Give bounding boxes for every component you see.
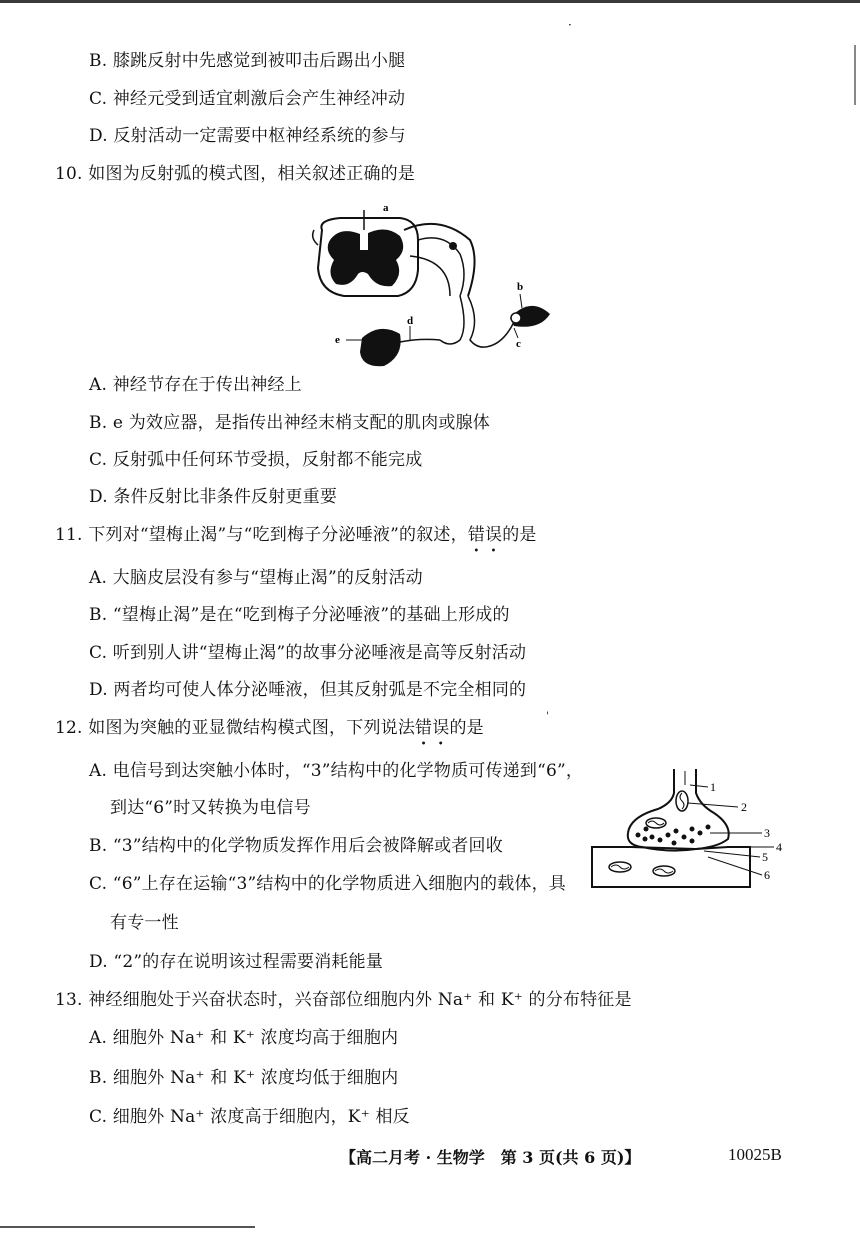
q11-stem [55,524,537,546]
q11-stem-text: 11. 下列对“望梅止渴”与“吃到梅子分泌唾液”的叙述， [55,525,468,545]
q11-emphasis-2: 误 [485,525,503,545]
q10-stem: 10. 如图为反射弧的模式图，相关叙述正确的是 [55,164,416,184]
q13-option-c: C. 细胞外 Na⁺ 浓度高于细胞内，K⁺ 相反 [89,1107,410,1127]
q11-option-a: A. 大脑皮层没有参与“望梅止渴”的反射活动 [89,568,423,588]
scan-border-right [854,45,856,105]
fig12-label-5: 5 [762,850,768,864]
q12-stem [55,717,484,739]
q12-option-b: B. “3”结构中的化学物质发挥作用后会被降解或者回收 [89,836,503,856]
page-footer-title: 【高二月考 · 生物学 第 3 页(共 6 页)】 [340,1148,641,1167]
fig10-label-a: a [383,202,389,214]
q10-option-c: C. 反射弧中任何环节受损，反射都不能完成 [89,450,423,470]
q9-option-d: D. 反射活动一定需要中枢神经系统的参与 [89,126,406,146]
q12-stem-end: 的是 [449,718,484,738]
q11-emphasis-1: 错 [467,525,486,545]
q9-option-b: B. 膝跳反射中先感觉到被叩击后踢出小腿 [89,51,406,71]
q11-stem-end: 的是 [502,525,537,545]
fig12-label-3: 3 [764,826,770,840]
q12-emphasis-1: 错 [415,718,433,738]
fig12-label-1: 1 [710,780,716,794]
q12-stem-text: 12. 如图为突触的亚显微结构模式图，下列说法 [55,718,416,738]
q10-option-a: A. 神经节存在于传出神经上 [89,375,302,395]
fig12-label-4: 4 [776,840,782,854]
q12-option-d: D. “2”的存在说明该过程需要消耗能量 [89,952,384,972]
fig10-label-e: e [335,334,340,346]
q10-option-b: B. e 为效应器，是指传出神经末梢支配的肌肉或腺体 [89,413,490,433]
scan-mark: · [568,18,573,32]
q12-emphasis-2: 误 [432,718,450,738]
fig10-label-d: d [407,315,414,327]
synapse-figure [590,765,800,890]
fig10-label-c: c [516,338,521,350]
q13-stem: 13. 神经细胞处于兴奋状态时，兴奋部位细胞内外 Na⁺ 和 K⁺ 的分布特征是 [55,990,632,1010]
q10-option-d: D. 条件反射比非条件反射更重要 [89,487,338,507]
q12-option-c-line1: C. “6”上存在运输“3”结构中的化学物质进入细胞内的载体，具 [89,874,567,894]
q11-option-b: B. “望梅止渴”是在“吃到梅子分泌唾液”的基础上形成的 [89,605,510,625]
q12-option-c-line2: 有专一性 [110,913,179,933]
fig10-label-b: b [517,281,524,293]
scan-border-top [0,0,860,3]
q12-option-a-line2: 到达“6”时又转换为电信号 [110,798,311,818]
q11-option-d: D. 两者均可使人体分泌唾液，但其反射弧是不完全相同的 [89,680,527,700]
q13-option-b: B. 细胞外 Na⁺ 和 K⁺ 浓度均低于细胞内 [89,1068,399,1088]
scan-border-bottom [0,1226,255,1228]
q12-option-a-line1: A. 电信号到达突触小体时，“3”结构中的化学物质可传递到“6”， [89,761,584,781]
scan-speck: ' [546,711,549,722]
q13-option-a: A. 细胞外 Na⁺ 和 K⁺ 浓度均高于细胞内 [89,1028,399,1048]
q9-option-c: C. 神经元受到适宜刺激后会产生神经冲动 [89,89,406,109]
fig12-label-2: 2 [741,800,747,814]
q11-option-c: C. 听到别人讲“望梅止渴”的故事分泌唾液是高等反射活动 [89,643,527,663]
paper-code: 10025B [728,1145,782,1164]
reflex-arc-figure [300,200,560,372]
fig12-label-6: 6 [764,868,770,882]
